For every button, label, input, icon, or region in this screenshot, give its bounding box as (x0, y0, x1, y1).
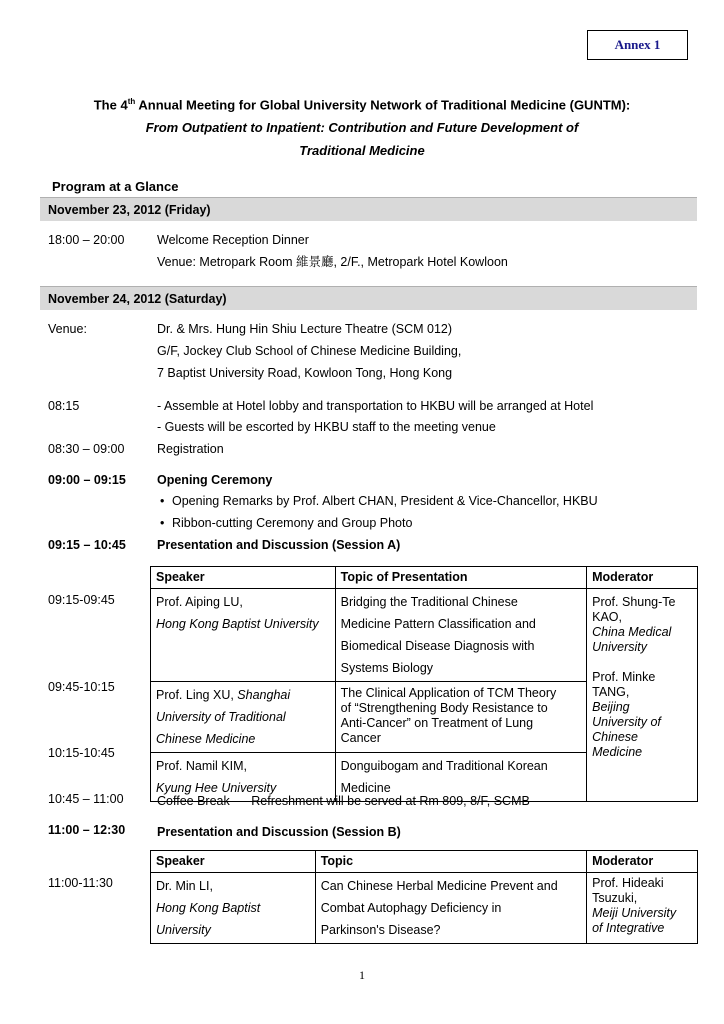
moderator-name: KAO, (592, 610, 622, 624)
moderator-name: Prof. Minke (592, 670, 656, 684)
moderator-name: Tsuzuki, (592, 891, 638, 905)
session-a-title: Presentation and Discussion (Session A) (157, 538, 401, 552)
topic-line: Donguibogam and Traditional Korean (340, 759, 548, 773)
speaker-affiliation: Hong Kong Baptist (156, 901, 261, 915)
topic-line: Anti-Cancer” on Treatment of Lung (340, 716, 534, 730)
coffee-break: Coffee Break - Refreshment will be served at Rm 809, 8/F, SCMB (157, 794, 530, 808)
time-1100-1130: 11:00-11:30 (48, 876, 113, 890)
topic-cell (335, 589, 586, 682)
time-0915: 09:15 – 10:45 (48, 538, 126, 552)
title-line-3: Traditional Medicine (299, 143, 425, 158)
speaker-affiliation: Hong Kong Baptist University (156, 617, 319, 631)
moderator-affiliation: China Medical (592, 625, 672, 639)
registration: Registration (157, 442, 224, 456)
moderator-affiliation: Medicine (592, 745, 643, 759)
venue-line-2: G/F, Jockey Club School of Chinese Medicine Building, (157, 344, 462, 358)
speaker-name: Dr. Min LI, (156, 879, 213, 893)
speaker-cell (151, 682, 336, 753)
venue-label: Venue: (48, 322, 87, 336)
header-topic: Topic (315, 851, 586, 873)
speaker-cell (151, 589, 336, 682)
speaker-affiliation: University of Traditional (156, 710, 286, 724)
assemble-note-2: - Guests will be escorted by HKBU staff to the meeting venue (157, 420, 496, 434)
speaker-affiliation: University (156, 923, 211, 937)
page-number: 1 (359, 968, 365, 982)
bullet-opening-remarks: • Opening Remarks by Prof. Albert CHAN, President & Vice-Chancellor, HKBU (160, 494, 598, 508)
moderator-affiliation: Chinese (592, 730, 638, 744)
session-b-table (150, 850, 698, 944)
speaker-cell (151, 873, 316, 944)
bullet-ribbon-cutting: • Ribbon-cutting Ceremony and Group Photo (160, 516, 413, 530)
moderator-affiliation: of Integrative (592, 921, 665, 935)
session-b-title: Presentation and Discussion (Session B) (157, 825, 401, 839)
header-speaker: Speaker (151, 851, 316, 873)
moderator-cell (587, 873, 698, 944)
table-header-row (151, 851, 698, 873)
topic-cell (315, 873, 586, 944)
venue-line-1: Dr. & Mrs. Hung Hin Shiu Lecture Theatre (SCM 012) (157, 322, 453, 336)
time-0915-0945: 09:15-09:45 (48, 593, 115, 607)
day1-event: Welcome Reception Dinner (157, 233, 309, 247)
topic-line: Biomedical Disease Diagnosis with (340, 639, 535, 653)
topic-line: The Clinical Application of TCM Theory (340, 686, 557, 700)
moderator-affiliation: University (592, 640, 647, 654)
table-row (151, 873, 698, 944)
topic-line: Parkinson's Disease? (320, 923, 441, 937)
header-moderator: Moderator (587, 851, 698, 873)
title-line-1: The 4th Annual Meeting for Global University Network of Traditional Medicine (GUNTM): (93, 97, 631, 113)
topic-line: Can Chinese Herbal Medicine Prevent and (320, 879, 558, 893)
assemble-note-1: - Assemble at Hotel lobby and transportation to HKBU will be arranged at Hotel (157, 399, 594, 413)
time-0815: 08:15 (48, 399, 80, 413)
moderator-name: Prof. Shung-Te (592, 595, 676, 609)
time-0830: 08:30 – 09:00 (48, 442, 125, 456)
header-speaker: Speaker (151, 567, 336, 589)
moderator-affiliation: Beijing (592, 700, 630, 714)
topic-line: Systems Biology (340, 661, 434, 675)
topic-line: of “Strengthening Body Resistance to (340, 701, 548, 715)
speaker-name-line: Prof. Ling XU, Shanghai (156, 688, 291, 702)
moderator-affiliation: University of (592, 715, 661, 729)
time-1100: 11:00 – 12:30 (48, 823, 126, 837)
section-heading: Program at a Glance (52, 179, 179, 194)
speaker-name: Prof. Aiping LU, (156, 595, 243, 609)
topic-cell (335, 682, 586, 753)
day2-header: November 24, 2012 (Saturday) (40, 286, 697, 310)
day1-header: November 23, 2012 (Friday) (40, 197, 697, 221)
topic-line: Medicine (340, 781, 391, 795)
time-0900: 09:00 – 09:15 (48, 473, 126, 487)
table-header-row (151, 567, 698, 589)
annex-label: Annex 1 (587, 30, 688, 60)
moderator-name: Prof. Hideaki (592, 876, 664, 890)
day1-time: 18:00 – 20:00 (48, 233, 125, 247)
opening-ceremony: Opening Ceremony (157, 473, 273, 487)
session-a-table (150, 566, 698, 802)
header-topic: Topic of Presentation (335, 567, 586, 589)
moderator-cell (587, 589, 698, 802)
time-1045: 10:45 – 11:00 (48, 792, 124, 806)
day1-venue: Venue: Metropark Room 維景廳, 2/F., Metropark Hotel Kowloon (157, 255, 508, 269)
speaker-affiliation: Chinese Medicine (156, 732, 256, 746)
moderator-affiliation: Meiji University (592, 906, 677, 920)
header-moderator: Moderator (587, 567, 698, 589)
speaker-name: Prof. Namil KIM, (156, 759, 247, 773)
venue-line-3: 7 Baptist University Road, Kowloon Tong, Hong Kong (157, 366, 453, 380)
topic-line: Bridging the Traditional Chinese (340, 595, 518, 609)
speaker-affiliation: Kyung Hee University (156, 781, 277, 795)
topic-line: Combat Autophagy Deficiency in (320, 901, 502, 915)
moderator-name: TANG, (592, 685, 630, 699)
title-line-2: From Outpatient to Inpatient: Contribution and Future Development of (145, 120, 579, 135)
topic-line: Medicine Pattern Classification and (340, 617, 536, 631)
time-0945-1015: 09:45-10:15 (48, 680, 115, 694)
table-row (151, 589, 698, 682)
topic-line: Cancer (340, 731, 381, 745)
time-1015-1045: 10:15-10:45 (48, 746, 115, 760)
